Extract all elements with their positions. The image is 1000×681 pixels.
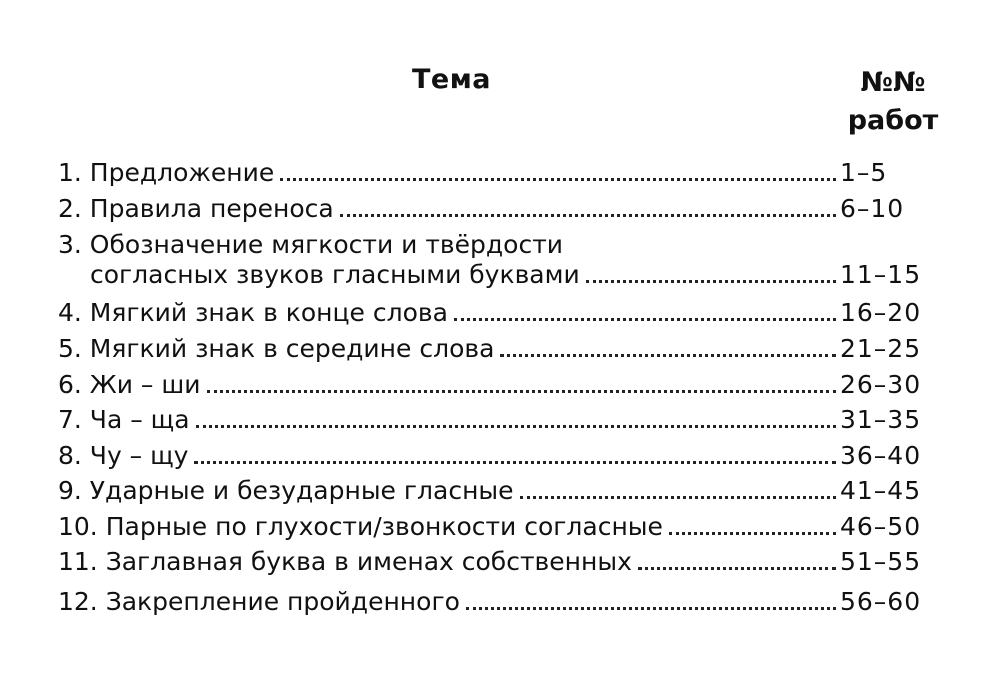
toc-entry-pages: 31–35 — [840, 405, 922, 434]
toc-entry-7 — [58, 401, 922, 435]
dot-leader — [340, 214, 836, 217]
toc-entry-title: 5. Мягкий знак в середине слова — [58, 334, 495, 363]
work-numbers-header-line2: работ — [847, 105, 939, 136]
dot-leader — [520, 496, 836, 499]
dot-leader — [500, 354, 836, 357]
dot-leader — [207, 390, 837, 393]
dot-leader — [669, 532, 836, 535]
toc-entry-title: 2. Правила переноса — [58, 194, 334, 223]
toc-entry-2 — [58, 190, 905, 224]
toc-entry-pages: 21–25 — [840, 334, 922, 363]
dot-leader — [196, 425, 836, 428]
toc-entry-12 — [58, 583, 922, 617]
toc-entry-title: 8. Чу – щу — [58, 441, 189, 470]
toc-entry-10 — [58, 508, 922, 542]
toc-entry-pages: 46–50 — [840, 512, 922, 541]
dot-leader — [466, 607, 836, 610]
toc-entry-title: 12. Закрепление пройденного — [58, 587, 460, 616]
toc-entry-pages: 16–20 — [840, 298, 922, 327]
toc-entry-title: согласных звуков гласными буквами — [90, 260, 580, 289]
dot-leader — [280, 178, 836, 181]
toc-entry-title: 9. Ударные и безударные гласные — [58, 476, 514, 505]
toc-entry-title: 10. Парные по глухости/звонкости согласные — [58, 512, 663, 541]
toc-entry-pages: 26–30 — [840, 370, 922, 399]
toc-entry-title: 4. Мягкий знак в конце слова — [58, 298, 448, 327]
toc-entry-3-line1: 3. Обозначение мягкости и твёрдости — [58, 230, 564, 259]
toc-entry-pages: 1–5 — [840, 158, 888, 187]
toc-entry-pages: 36–40 — [840, 441, 922, 470]
toc-entry-3 — [90, 256, 922, 290]
work-numbers-header-line1: №№ — [860, 67, 926, 98]
toc-entry-6 — [58, 366, 922, 400]
topic-column-header: Тема — [412, 64, 492, 95]
toc-entry-title: 11. Заглавная буква в именах собственных — [58, 547, 632, 576]
dot-leader — [586, 280, 836, 283]
toc-entry-9 — [58, 472, 922, 506]
toc-entry-8 — [58, 437, 922, 471]
dot-leader — [638, 567, 836, 570]
toc-entry-pages: 6–10 — [840, 194, 905, 223]
toc-entry-pages: 11–15 — [840, 260, 922, 289]
toc-entry-pages: 41–45 — [840, 476, 922, 505]
toc-entry-pages: 56–60 — [840, 587, 922, 616]
toc-entry-4 — [58, 294, 922, 328]
dot-leader — [194, 461, 836, 464]
toc-entry-pages: 51–55 — [840, 547, 922, 576]
toc-entry-5 — [58, 330, 922, 364]
toc-entry-title: 6. Жи – ши — [58, 370, 201, 399]
dot-leader — [454, 318, 836, 321]
toc-entry-1 — [58, 154, 888, 188]
toc-entry-title: 7. Ча – ща — [58, 405, 190, 434]
toc-entry-title: 1. Предложение — [58, 158, 275, 187]
toc-entry-11 — [58, 543, 922, 577]
